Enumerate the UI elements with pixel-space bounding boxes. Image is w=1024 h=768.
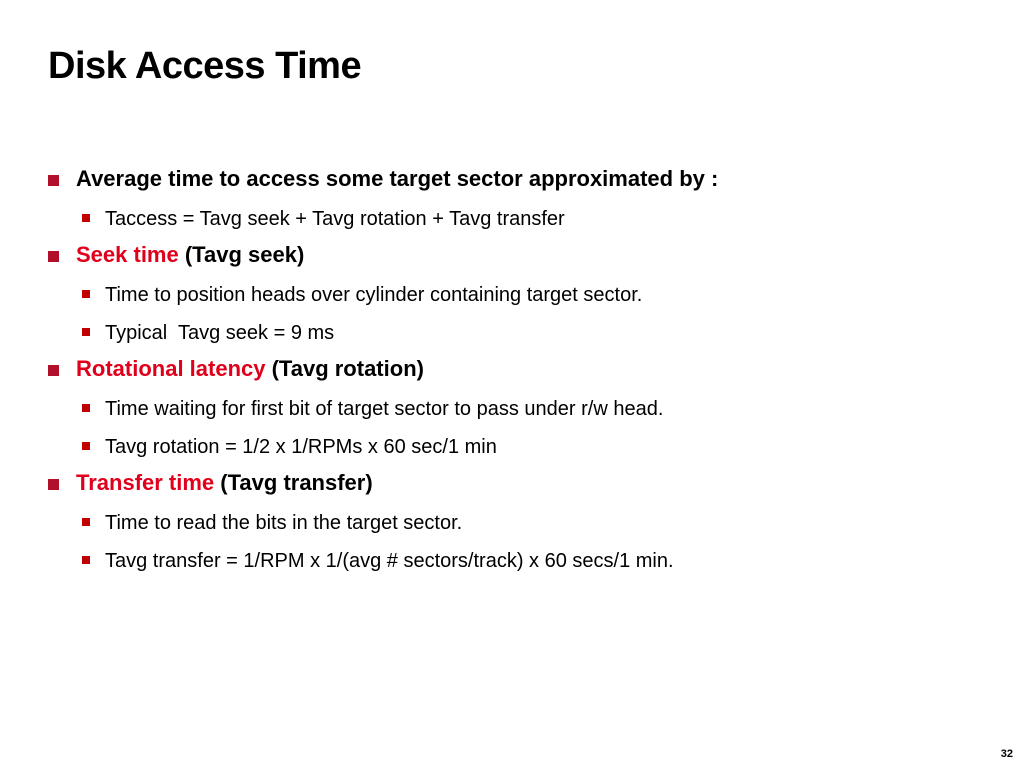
sub-bullet-text: Time to position heads over cylinder containing target sector. bbox=[105, 284, 643, 306]
bullet-text: (Tavg rotation) bbox=[265, 356, 424, 381]
square-bullet-icon bbox=[48, 479, 59, 490]
term-transfer-time: Transfer time bbox=[76, 470, 215, 495]
sub-bullet-text: Tavg rotation = 1/2 x 1/RPMs x 60 sec/1 min bbox=[105, 436, 497, 458]
small-square-bullet-icon bbox=[82, 214, 90, 222]
bullet-seek-time bbox=[46, 238, 986, 276]
square-bullet-icon bbox=[48, 175, 59, 186]
term-rotational-latency: Rotational latency bbox=[76, 356, 266, 381]
sub-bullet-text: Tavg transfer = 1/RPM x 1/(avg # sectors/track) x 60 secs/1 min. bbox=[105, 550, 674, 572]
square-bullet-icon bbox=[48, 365, 59, 376]
square-bullet-icon bbox=[48, 251, 59, 262]
term-seek-time: Seek time bbox=[76, 242, 179, 267]
sub-bullet-rotation-formula bbox=[46, 428, 986, 466]
sub-bullet-taccess-formula bbox=[46, 200, 986, 238]
bullet-text: (Tavg seek) bbox=[178, 242, 305, 267]
bullet-text: Average time to access some target sector approximated by : bbox=[76, 166, 719, 191]
bullet-transfer-time bbox=[46, 466, 986, 504]
small-square-bullet-icon bbox=[82, 328, 90, 336]
small-square-bullet-icon bbox=[82, 442, 90, 450]
page-number: 32 bbox=[1000, 748, 1013, 760]
sub-bullet-seek-typical bbox=[46, 314, 986, 352]
small-square-bullet-icon bbox=[82, 518, 90, 526]
sub-bullet-text: Time to read the bits in the target sector. bbox=[105, 512, 463, 534]
sub-bullet-text: Typical Tavg seek = 9 ms bbox=[105, 322, 335, 344]
sub-bullet-seek-definition bbox=[46, 276, 986, 314]
sub-bullet-text: Taccess = Tavg seek + Tavg rotation + Tavg transfer bbox=[105, 208, 565, 230]
bullet-text: (Tavg transfer) bbox=[214, 470, 373, 495]
bullet-average-time bbox=[46, 162, 986, 200]
bullet-list bbox=[46, 162, 986, 580]
slide-title: Disk Access Time bbox=[48, 45, 362, 87]
small-square-bullet-icon bbox=[82, 404, 90, 412]
sub-bullet-text: Time waiting for first bit of target sector to pass under r/w head. bbox=[105, 398, 664, 420]
sub-bullet-rotation-definition bbox=[46, 390, 986, 428]
bullet-rotational-latency bbox=[46, 352, 986, 390]
sub-bullet-transfer-definition bbox=[46, 504, 986, 542]
small-square-bullet-icon bbox=[82, 556, 90, 564]
sub-bullet-transfer-formula bbox=[46, 542, 986, 580]
small-square-bullet-icon bbox=[82, 290, 90, 298]
